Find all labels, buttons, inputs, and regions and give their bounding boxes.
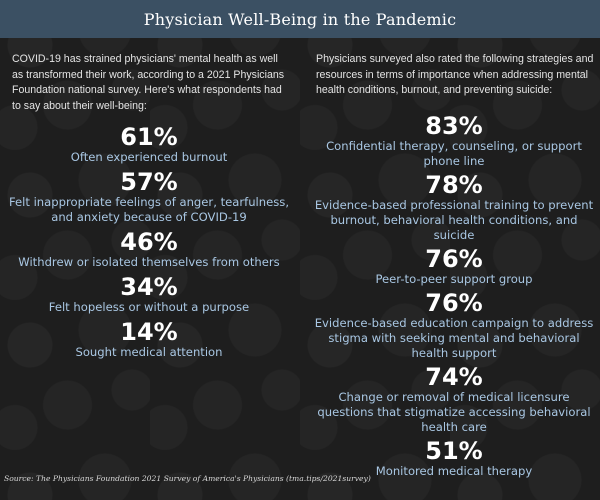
title-bar bbox=[0, 0, 600, 38]
stat-percent: 76% bbox=[425, 244, 483, 273]
stat-item bbox=[6, 169, 292, 225]
stat-item bbox=[6, 319, 292, 360]
stat-percent: 14% bbox=[120, 318, 178, 346]
stat-percent: 61% bbox=[120, 123, 178, 151]
left-intro-text: COVID-19 has strained physicians' mental health as well as transformed their work, according to a 2021 Physicians Foundation national survey. Here's what respondents had to say about their well-being: bbox=[12, 53, 285, 112]
stat-item bbox=[6, 274, 292, 315]
right-intro-text: Physicians surveyed also rated the following strategies and resources in terms of importance when addressing mental health conditions, burnout, and preventing suicide: bbox=[316, 53, 594, 96]
stat-percent: 46% bbox=[120, 228, 178, 256]
stat-item bbox=[310, 246, 598, 287]
stat-description: Sought medical attention bbox=[75, 345, 223, 359]
stat-percent: 34% bbox=[120, 273, 178, 301]
stat-description: Change or removal of medical licensure questions that stigmatize accessing behavioral health care bbox=[317, 389, 591, 434]
stat-description: Monitored medical therapy bbox=[375, 463, 533, 478]
left-column bbox=[6, 52, 292, 360]
stat-description: Peer-to-peer support group bbox=[375, 271, 533, 286]
stat-description: Confidential therapy, counseling, or support phone line bbox=[326, 138, 582, 168]
stat-item bbox=[310, 438, 598, 479]
stat-item bbox=[310, 113, 598, 169]
stat-percent: 74% bbox=[425, 362, 483, 391]
stat-description: Felt inappropriate feelings of anger, tearfulness, and anxiety because of COVID-19 bbox=[8, 195, 290, 224]
stat-item bbox=[6, 229, 292, 270]
stat-percent: 51% bbox=[425, 436, 483, 465]
source-citation: Source: The Physicians Foundation 2021 Survey of America's Physicians (tma.tips/2021survey) bbox=[4, 474, 371, 483]
stat-item bbox=[6, 124, 292, 165]
stat-description: Withdrew or isolated themselves from others bbox=[18, 255, 280, 269]
stat-description: Evidence-based education campaign to address stigma with seeking mental and behavioral health support bbox=[314, 315, 594, 360]
stat-description: Often experienced burnout bbox=[70, 150, 228, 164]
stat-item bbox=[310, 364, 598, 435]
stat-percent: 83% bbox=[425, 111, 483, 140]
stat-percent: 76% bbox=[425, 288, 483, 317]
stat-item bbox=[310, 290, 598, 361]
stat-item bbox=[310, 172, 598, 243]
stat-percent: 78% bbox=[425, 170, 483, 199]
stat-description: Evidence-based professional training to prevent burnout, behavioral health conditions, and suicide bbox=[314, 197, 594, 242]
stat-description: Felt hopeless or without a purpose bbox=[48, 300, 250, 314]
stat-percent: 57% bbox=[120, 168, 178, 196]
page-title: Physician Well-Being in the Pandemic bbox=[143, 9, 457, 29]
right-column bbox=[310, 52, 598, 479]
